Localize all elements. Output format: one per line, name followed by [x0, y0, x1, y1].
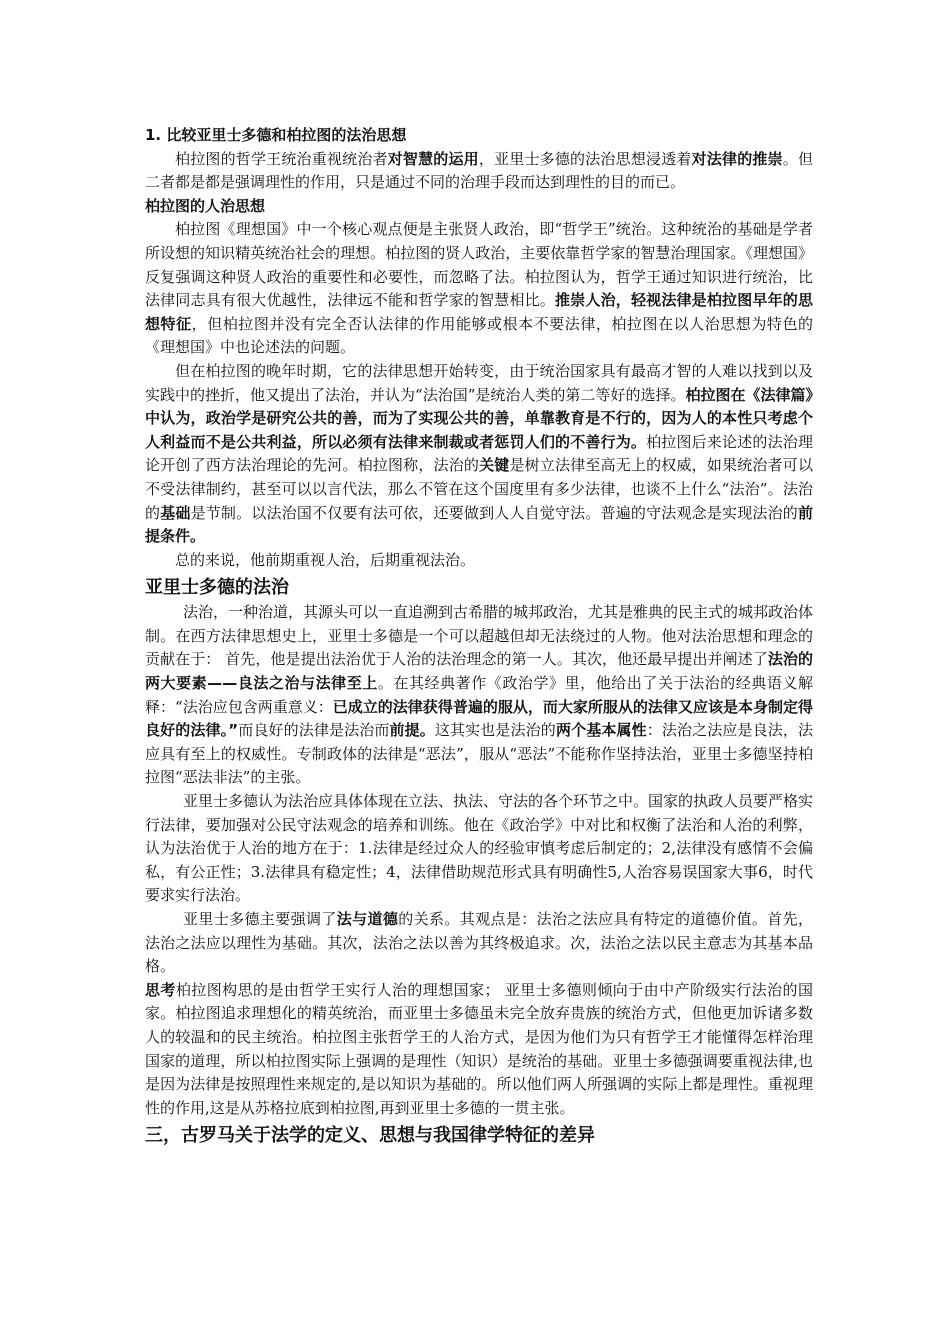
paragraph	[145, 218, 813, 360]
paragraph	[145, 601, 813, 790]
bold-text: 对智慧的运用	[387, 149, 479, 168]
bold-text: 关键	[479, 456, 510, 475]
text-run: 的关系。其观点是：法治之法应具有特定的道德价值。首先，法治之法应以理性为基础。其次，法治之法以善为其终极追求。次，法治之法以民主意志为其基本品格。	[145, 910, 813, 976]
section-title-2: 柏拉图的人治思想	[145, 196, 266, 215]
text-run: 是树立法律至高无上的权威，如果统治者可以不受法律制约，甚至可以以言代法，那么不管在这个国度里有多少法律，也谈不上什么“法治”。法治的	[145, 456, 813, 522]
paragraph: 亚里士多德认为法治应具体体现在立法、执法、守法的各个环节之中。国家的执政人员要严格实行法律，要加强对公民守法观念的培养和训练。他在《政治学》中对比和权衡了法治和人治的利弊，认为法治优于人治的地方在于：1.法律是经过众人的经验审慎考虑后制定的；2,法律没有感情不会偏私，有公正性；3.法律具有稳定性；4，法律借助规范形式具有明确性5,人治容易误国家大事6，时代要求实行法治。	[145, 792, 814, 905]
bold-text: 思考	[145, 980, 176, 999]
text-run: 而良好的法律是法治而	[238, 721, 390, 740]
text-run: 法治，一种治道，其源头可以一直追溯到古希腊的城邦政治，尤其是雅典的民主式的城邦政治体制。在西方法律思想史上，亚里士多德是一个可以超越但却无法绕过的人物。他对法治思想和理念的贡献在于： 首先，他是提出法治优于人治的法治理念的第一人。其次，他还最早提出并阐述了	[145, 603, 814, 669]
text-run: 但在柏拉图的晚年时期，它的法律思想开始转变，由于统治国家具有最高才智的人难以找到以及实践中的挫折，他又提出了法治，并认为“法治国”是统治人类的第二等好的选择。	[145, 361, 813, 404]
text-run: 。但二者都是都是强调理性的作用，只是通过不同的治理手段而达到理性的目的而已。	[145, 149, 813, 192]
text-run: ，亚里士多德的法治思想浸透着	[478, 149, 692, 168]
paragraph	[145, 908, 813, 979]
section-title-4: 三，古罗马关于法学的定义、思想与我国律学特征的差异	[145, 1125, 595, 1147]
bold-text: 柏拉图在《法律篇》中认为，政治学是研究公共的善，而为了实现公共的善，单靠教育是不行的，因为人的本性只考虑个人利益而不是公共利益，所以必须有法律来制裁或者惩罚人们的不善行为。	[145, 385, 813, 451]
paragraph: 总的来说，他前期重视人治，后期重视法治。	[175, 550, 476, 569]
text-run: ，但柏拉图并没有完全否认法律的作用能够或根本不要法律，柏拉图在以人治思想为特色的《理想国》中也论述法的问题。	[145, 314, 813, 357]
text-run: ：法治之法应是良法，法应具有至上的权威性。专制政体的法律是“恶法”，服从“恶法”不能称作坚持法治，亚里士多德坚持柏拉图“恶法非法”的主张。	[145, 721, 813, 787]
text-run: 柏拉图《理想国》中一个核心观点便是主张贤人政治，即“哲学王”统治。这种统治的基础是学者所设想的知识精英统治社会的理想。柏拉图的贤人政治，主要依靠哲学家的智慧治理国家。《理想国》反复强调这种贤人政治的重要性和必要性，而忽略了法。柏拉图认为，哲学王通过知识进行统治，比法律同志具有很大优越性，法律远不能和哲学家的智慧相比。	[145, 220, 813, 310]
bold-text: 两个基本属性	[555, 721, 647, 740]
text-run: 柏拉图后来论述的法治理论开创了西方法治理论的先河。柏拉图称，法治的	[145, 432, 813, 475]
bold-text: 法与道德	[336, 910, 399, 928]
paragraph	[145, 148, 813, 195]
paragraph-thinking	[145, 979, 813, 1121]
section-title-3: 亚里士多德的法治	[145, 577, 289, 599]
document-page	[145, 124, 813, 1149]
text-run: 柏拉图的哲学王统治重视统治者	[175, 149, 388, 168]
bold-text: 法治的两大要素——良法之治与法律至上	[145, 650, 813, 693]
bold-text: 前提。	[389, 721, 435, 740]
bold-text: 对法律的推崇	[691, 149, 783, 168]
paragraph	[145, 360, 813, 549]
text-run: 是节制。以法治国不仅要有法可依，还要做到人人自觉守法。普遍的守法观念是实现法治的	[190, 503, 798, 522]
text-run: 柏拉图构思的是由哲学王实行人治的理想国家； 亚里士多德则倾向于由中产阶级实行法治的国家。柏拉图追求理想化的精英统治，而亚里士多德虽未完全放弃贵族的统治方式，但他更加诉诸多数人的较温和的民主统治。柏拉图主张哲学王的人治方式，是因为他们为只有哲学王才能懂得怎样治理国家的道理，所以柏拉图实际上强调的是理性（知识）是统治的基础。亚里士多德强调要重视法律,也是因为法律是按照理性来规定的,是以知识为基础的。所以他们两人所强调的实际上都是理性。重视理性的作用,这是从苏格拉底到柏拉图,再到亚里士多德的一贯主张。	[145, 980, 813, 1117]
text-run: 。在其经典著作《政治学》里，他给出了关于法治的经典语义解释：“法治应包含两重意义：	[145, 674, 813, 716]
section-title-1: 1. 比较亚里士多德和柏拉图的法治思想	[145, 126, 407, 144]
bold-text: 推崇人治，轻视法律是柏拉图早年的思想特征	[145, 291, 813, 333]
bold-text: 前提条件。	[145, 503, 813, 546]
text-run: 这其实也是法治的	[434, 721, 556, 740]
bold-text: 基础	[160, 503, 191, 522]
text-run: 亚里士多德主要强调了	[183, 910, 337, 928]
bold-text: 已成立的法律获得普遍的服从，而大家所服从的法律又应该是本身制定得良好的法律。”	[145, 697, 813, 740]
